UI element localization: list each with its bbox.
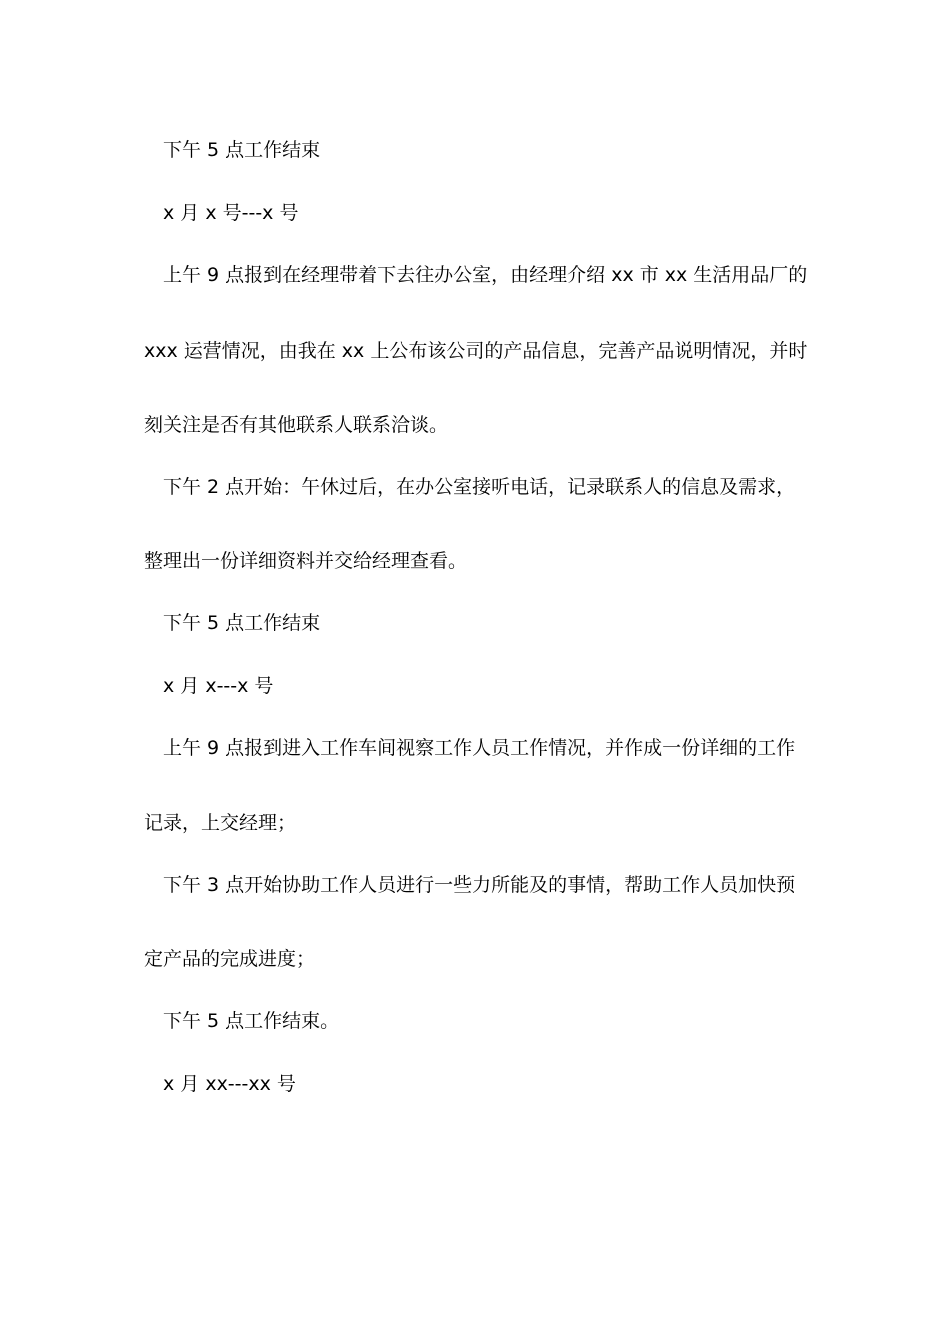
paragraph-line: 上午 9 点报到在经理带着下去往办公室，由经理介绍 xx 市 xx 生活用品厂的 xyxy=(163,264,808,286)
paragraph-line: 上午 9 点报到进入工作车间视察工作人员工作情况，并作成一份详细的工作 xyxy=(163,737,796,759)
text-line: 下午 5 点工作结束。 xyxy=(163,1010,340,1032)
paragraph-line: 定产品的完成进度； xyxy=(144,948,316,970)
paragraph-line: 刻关注是否有其他联系人联系洽谈。 xyxy=(144,414,449,436)
date-heading: x 月 xx---xx 号 xyxy=(163,1073,296,1095)
text-line: 下午 5 点工作结束 xyxy=(163,612,321,634)
paragraph-line: xxx 运营情况，由我在 xx 上公布该公司的产品信息，完善产品说明情况，并时 xyxy=(144,340,808,362)
paragraph-line: 下午 3 点开始协助工作人员进行一些力所能及的事情，帮助工作人员加快预 xyxy=(163,874,796,896)
date-heading: x 月 x---x 号 xyxy=(163,675,274,697)
paragraph-line: 下午 2 点开始：午休过后，在办公室接听电话，记录联系人的信息及需求， xyxy=(163,476,796,498)
date-heading: x 月 x 号---x 号 xyxy=(163,202,299,224)
paragraph-line: 整理出一份详细资料并交给经理查看。 xyxy=(144,550,468,572)
text-line: 下午 5 点工作结束 xyxy=(163,139,321,161)
paragraph-line: 记录，上交经理； xyxy=(144,812,297,834)
